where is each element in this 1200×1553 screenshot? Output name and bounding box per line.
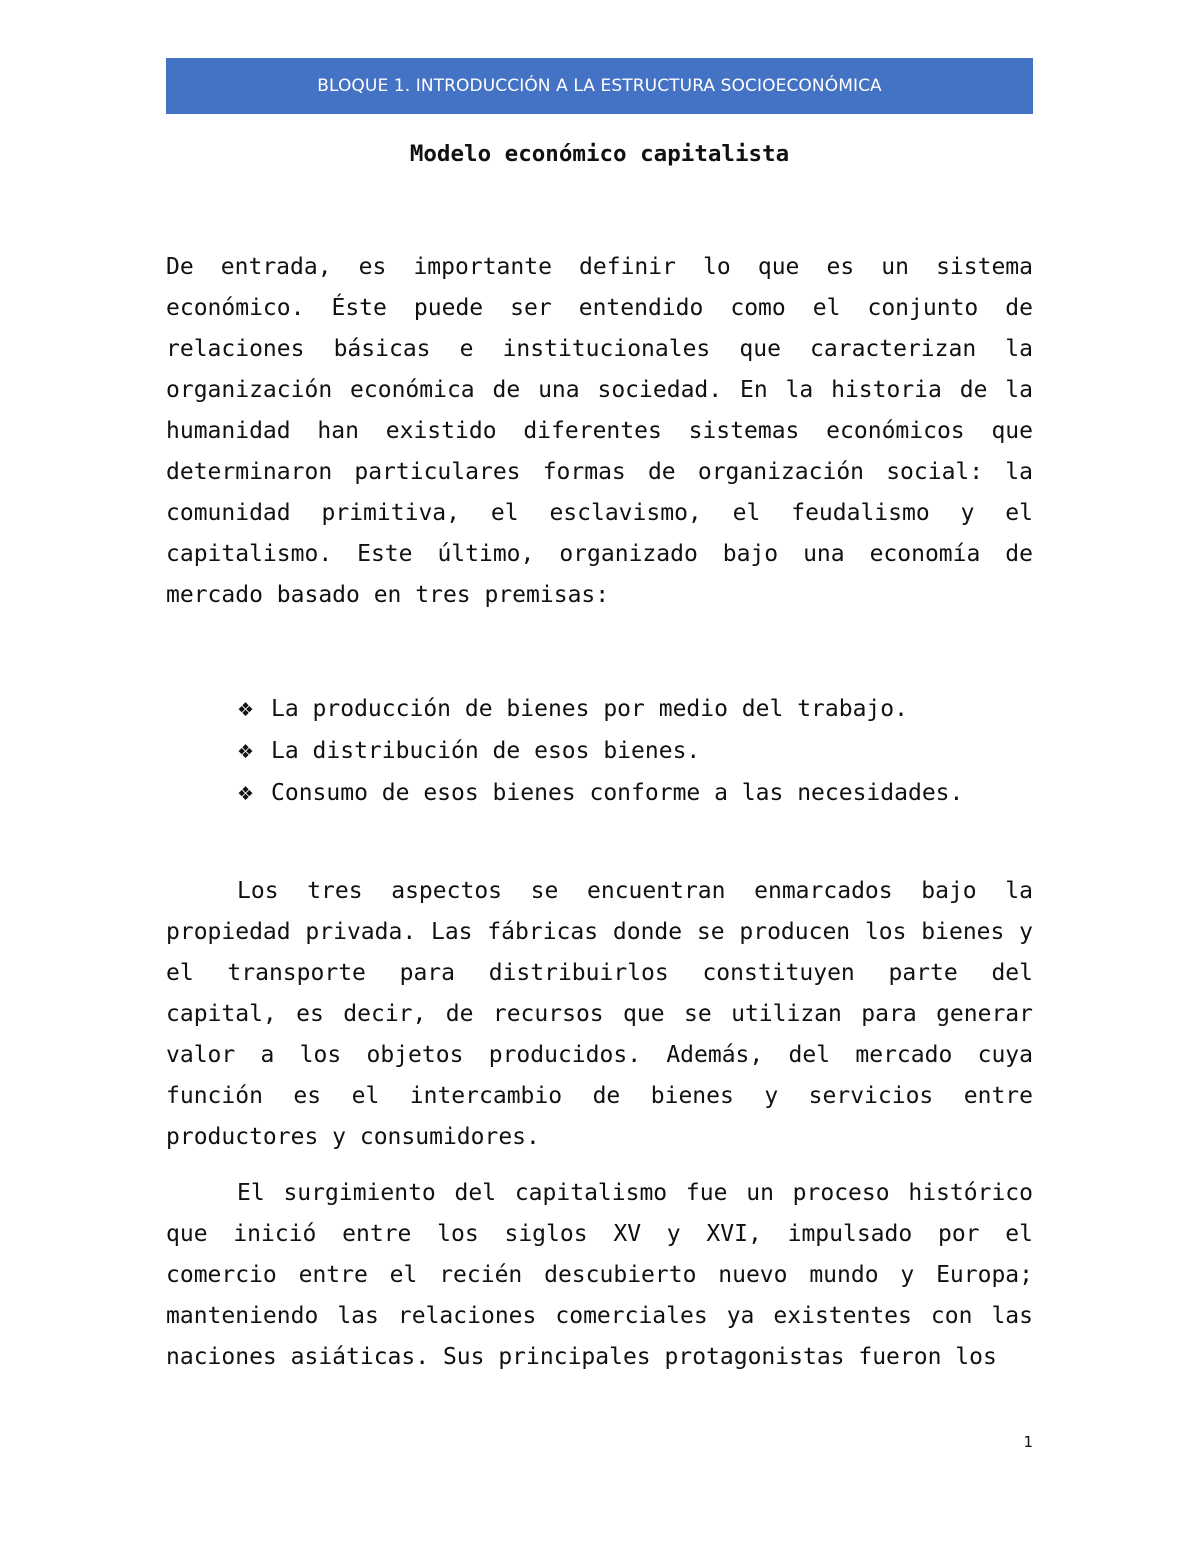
premises-list	[166, 689, 1033, 815]
list-item	[237, 773, 1033, 815]
diamond-bullet-icon: ❖	[237, 783, 255, 805]
list-item-text: La producción de bienes por medio del trabajo.	[271, 696, 908, 722]
diamond-bullet-icon: ❖	[237, 741, 255, 763]
paragraph-intro: De entrada, es importante definir lo que es un sistema económico. Éste puede ser entendido como el conjunto de relaciones básicas e institucionales que caracterizan la organización económica de una sociedad. En la historia de la humanidad han existido diferentes sistemas económicos que determinaron particulares formas de organización social: la comunidad primitiva, el esclavismo, el feudalismo y el capitalismo. Este último, organizado bajo una economía de mercado basado en tres premisas:	[166, 254, 1033, 608]
document-title: Modelo económico capitalista	[409, 141, 790, 167]
list-item	[237, 731, 1033, 773]
paragraph-origin-capitalism: El surgimiento del capitalismo fue un proceso histórico que inició entre los siglos XV y XVI, impulsado por el comercio entre el recién descubierto nuevo mundo y Europa; manteniendo las relaciones comerciales ya existentes con las naciones asiáticas. Sus principales protagonistas fueron los	[166, 1180, 1033, 1370]
document-body	[166, 134, 1033, 1378]
paragraph-private-property: Los tres aspectos se encuentran enmarcados bajo la propiedad privada. Las fábricas donde se producen los bienes y el transporte para distribuirlos constituyen parte del capital, es decir, de recursos que se utilizan para generar valor a los objetos producidos. Además, del mercado cuya función es el intercambio de bienes y servicios entre productores y consumidores.	[166, 878, 1033, 1150]
diamond-bullet-icon: ❖	[237, 699, 255, 721]
list-item	[237, 689, 1033, 731]
list-item-text: Consumo de esos bienes conforme a las necesidades.	[271, 780, 964, 806]
list-item-text: La distribución de esos bienes.	[271, 738, 701, 764]
header-text: BLOQUE 1. INTRODUCCIÓN A LA ESTRUCTURA SOCIOECONÓMICA	[317, 76, 882, 96]
page-number: 1	[1023, 1433, 1033, 1451]
header-band	[166, 58, 1033, 114]
